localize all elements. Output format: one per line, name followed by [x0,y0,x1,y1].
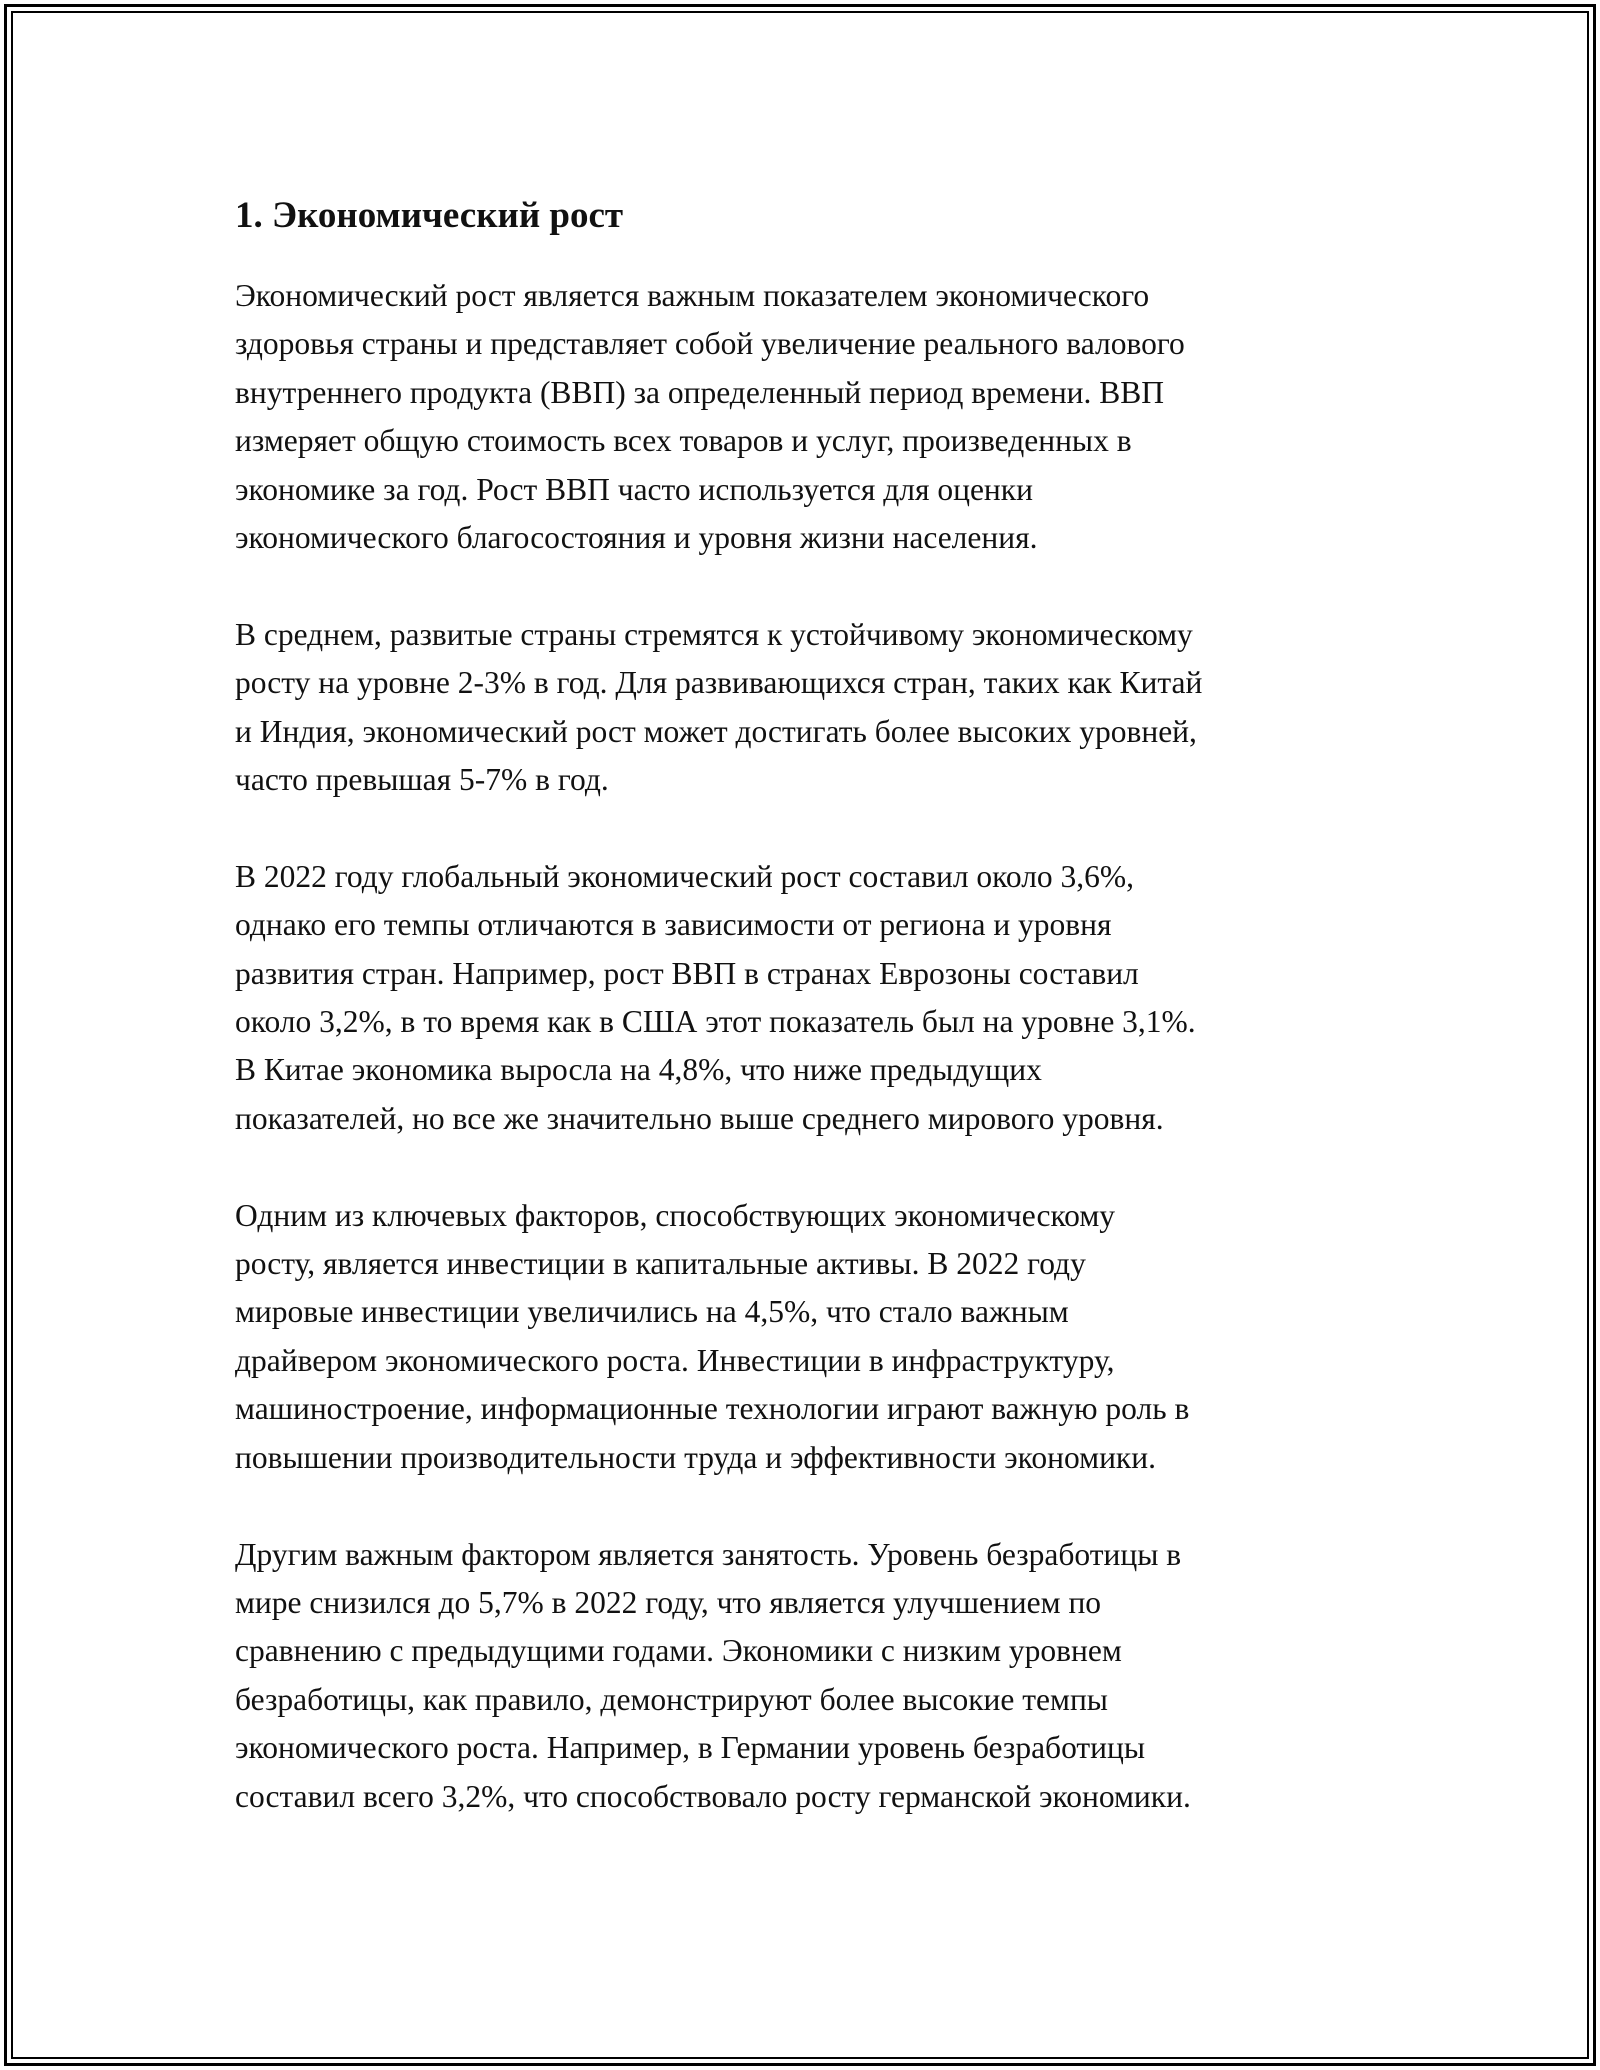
text-line: В среднем, развитые страны стремятся к устойчивому экономическому [235,616,1193,652]
text-line: внутреннего продукта (ВВП) за определенный период времени. ВВП [235,374,1165,410]
text-line: росту на уровне 2-3% в год. Для развивающихся стран, таких как Китай [235,665,1203,701]
text-line: экономике за год. Рост ВВП часто используется для оценки [235,471,1033,507]
text-line: В 2022 году глобальный экономический рост составил около 3,6%, [235,858,1135,894]
paragraph-investment [235,1192,1385,1482]
section-heading: 1. Экономический рост [235,195,624,236]
text-line: составил всего 3,2%, что способствовало росту германской экономики. [235,1778,1191,1814]
text-line: измеряет общую стоимость всех товаров и услуг, произведенных в [235,423,1132,459]
paragraph-2022-growth [235,853,1385,1143]
document-page [235,188,1385,1869]
text-line: показателей, но все же значительно выше среднего мирового уровня. [235,1100,1164,1136]
paragraph-growth-rates [235,611,1385,805]
text-line: развития стран. Например, рост ВВП в странах Еврозоны составил [235,955,1139,991]
paragraph-employment [235,1531,1385,1821]
text-line: мире снизился до 5,7% в 2022 году, что является улучшением по [235,1584,1102,1620]
text-line: часто превышая 5-7% в год. [235,762,609,798]
text-line: около 3,2%, в то время как в США этот показатель был на уровне 3,1%. [235,1004,1196,1040]
text-line: В Китае экономика выросла на 4,8%, что ниже предыдущих [235,1052,1042,1088]
text-line: Другим важным фактором является занятость. Уровень безработицы в [235,1536,1182,1572]
text-line: мировые инвестиции увеличились на 4,5%, что стало важным [235,1294,1069,1330]
text-line: экономического роста. Например, в Германии уровень безработицы [235,1730,1146,1766]
text-line: безработицы, как правило, демонстрируют более высокие темпы [235,1681,1108,1717]
text-line: сравнению с предыдущими годами. Экономики с низким уровнем [235,1633,1122,1669]
text-line: повышении производительности труда и эффективности экономики. [235,1439,1156,1475]
text-line: Экономический рост является важным показателем экономического [235,278,1150,313]
text-line: машиностроение, информационные технологии играют важную роль в [235,1391,1190,1427]
text-line: и Индия, экономический рост может достигать более высоких уровней, [235,713,1197,749]
text-line: росту, является инвестиции в капитальные активы. В 2022 году [235,1246,1086,1282]
text-line: однако его темпы отличаются в зависимости от региона и уровня [235,907,1112,943]
text-line: драйвером экономического роста. Инвестиции в инфраструктуру, [235,1342,1115,1378]
text-line: здоровья страны и представляет собой увеличение реального валового [235,326,1185,362]
paragraph-gdp-definition [235,272,1385,562]
text-line: Одним из ключевых факторов, способствующих экономическому [235,1197,1116,1233]
text-line: экономического благосостояния и уровня жизни населения. [235,520,1038,556]
